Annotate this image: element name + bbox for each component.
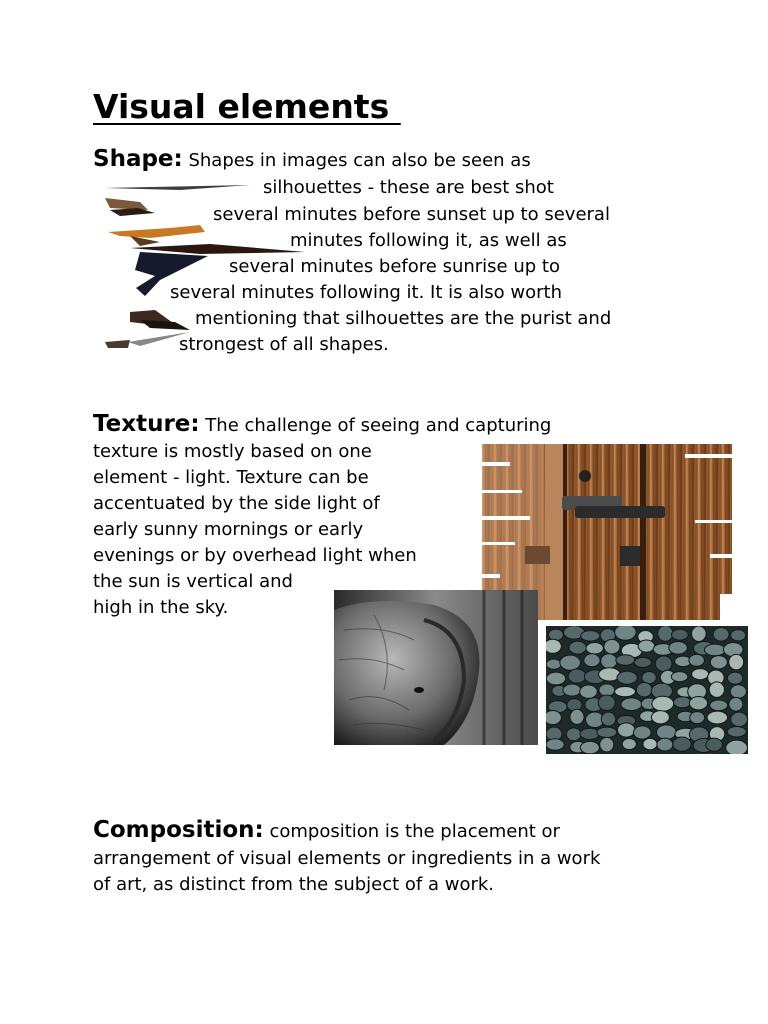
shape-text-line: Shapes in images can also be seen as xyxy=(182,150,531,171)
pebble xyxy=(567,699,582,711)
pebble xyxy=(691,626,706,642)
pebble xyxy=(656,725,676,740)
texture-text-line: element - light. Texture can be xyxy=(93,467,369,488)
shape-text-line: several minutes before sunrise up to xyxy=(229,256,560,277)
texture-text-line: accentuated by the side light of xyxy=(93,493,380,514)
pebble xyxy=(651,711,669,724)
pebble xyxy=(707,711,728,724)
pebble xyxy=(584,654,600,667)
pebble xyxy=(616,655,635,666)
composition-heading: Composition: xyxy=(93,817,264,843)
pebble xyxy=(727,672,742,684)
pebble xyxy=(731,712,748,726)
pebble xyxy=(548,629,563,640)
pebble xyxy=(704,644,725,656)
composition-text-line: of art, as distinct from the subject of a work. xyxy=(93,874,495,895)
pebble xyxy=(729,654,744,669)
texture-heading: Texture: xyxy=(93,411,200,437)
texture-text-line: the sun is vertical and xyxy=(93,571,293,592)
shape-text-line: strongest of all shapes. xyxy=(179,334,389,355)
pebble xyxy=(546,672,565,685)
pebble xyxy=(621,698,642,711)
pebble xyxy=(560,655,581,670)
pebble xyxy=(713,628,729,642)
pebble xyxy=(581,631,600,641)
pebble xyxy=(689,654,704,666)
pebble xyxy=(642,672,656,684)
pebble xyxy=(710,700,728,711)
pebble xyxy=(658,626,673,641)
texture-text-line: evenings or by overhead light when xyxy=(93,545,417,566)
pebble xyxy=(673,697,691,708)
pebble xyxy=(652,696,674,711)
pebble xyxy=(617,671,637,684)
pebble xyxy=(657,738,673,751)
pebble xyxy=(689,697,707,710)
pebble xyxy=(726,740,748,754)
page-title: Visual elements xyxy=(93,87,401,126)
pebble xyxy=(570,709,584,724)
shape-text-line: silhouettes - these are best shot xyxy=(263,177,554,198)
pebble xyxy=(599,684,615,696)
pebble xyxy=(706,738,723,751)
shape-heading: Shape: xyxy=(93,146,183,172)
pebble xyxy=(580,685,598,698)
pebble xyxy=(638,640,655,652)
pebble xyxy=(600,737,614,751)
pebble xyxy=(615,626,637,640)
pebble xyxy=(669,641,688,654)
pebble xyxy=(566,728,581,741)
pebble xyxy=(634,657,651,667)
pebble xyxy=(671,672,688,682)
composition-first-line xyxy=(93,817,560,845)
pebble xyxy=(655,656,672,672)
pebble xyxy=(546,659,561,669)
pebble xyxy=(546,639,561,653)
pebble xyxy=(563,684,581,696)
silhouette-shapes-image xyxy=(100,180,310,355)
texture-text-line: texture is mostly based on one xyxy=(93,441,372,462)
pebble xyxy=(601,654,617,669)
pebbles-image xyxy=(546,626,748,754)
composition-text-line: arrangement of visual elements or ingredients in a work xyxy=(93,848,601,869)
pebble xyxy=(723,643,743,657)
pebble xyxy=(730,685,746,699)
pebble xyxy=(597,727,617,737)
pebble xyxy=(636,683,652,697)
texture-text-line: early sunny mornings or early xyxy=(93,519,364,540)
pebble xyxy=(580,728,600,739)
pebble xyxy=(617,723,635,737)
pebble xyxy=(569,641,587,654)
pebble xyxy=(598,695,615,711)
shape-text-line: minutes following it, as well as xyxy=(290,230,567,251)
texture-text-line: The challenge of seeing and capturing xyxy=(199,415,552,436)
pebble xyxy=(633,726,651,739)
pebble xyxy=(727,726,746,737)
pebble xyxy=(709,682,724,698)
pebble xyxy=(546,739,564,750)
texture-first-line xyxy=(93,411,551,439)
pebble xyxy=(643,738,657,749)
pebble xyxy=(546,711,561,725)
pebble xyxy=(586,642,604,654)
pebble xyxy=(729,697,743,711)
pebble xyxy=(568,669,586,683)
elephant-skin-image xyxy=(334,590,538,745)
pebble xyxy=(731,630,746,641)
shape-text-line: mentioning that silhouettes are the purist and xyxy=(195,308,612,329)
pebble xyxy=(710,656,727,669)
pebble xyxy=(692,669,709,680)
shape-first-line xyxy=(93,146,531,174)
shape-text-line: several minutes following it. It is also worth xyxy=(170,282,562,303)
pebble xyxy=(673,737,692,751)
pebble xyxy=(615,687,636,697)
pebble xyxy=(601,712,616,726)
texture-text-line: high in the sky. xyxy=(93,597,229,618)
composition-text-line: composition is the placement or xyxy=(263,821,560,842)
pebble xyxy=(672,629,689,640)
pebble xyxy=(622,738,636,749)
shape-text-line: several minutes before sunset up to several xyxy=(213,204,610,225)
pebble xyxy=(604,639,620,654)
pebble xyxy=(580,741,599,753)
pebble xyxy=(690,712,705,724)
